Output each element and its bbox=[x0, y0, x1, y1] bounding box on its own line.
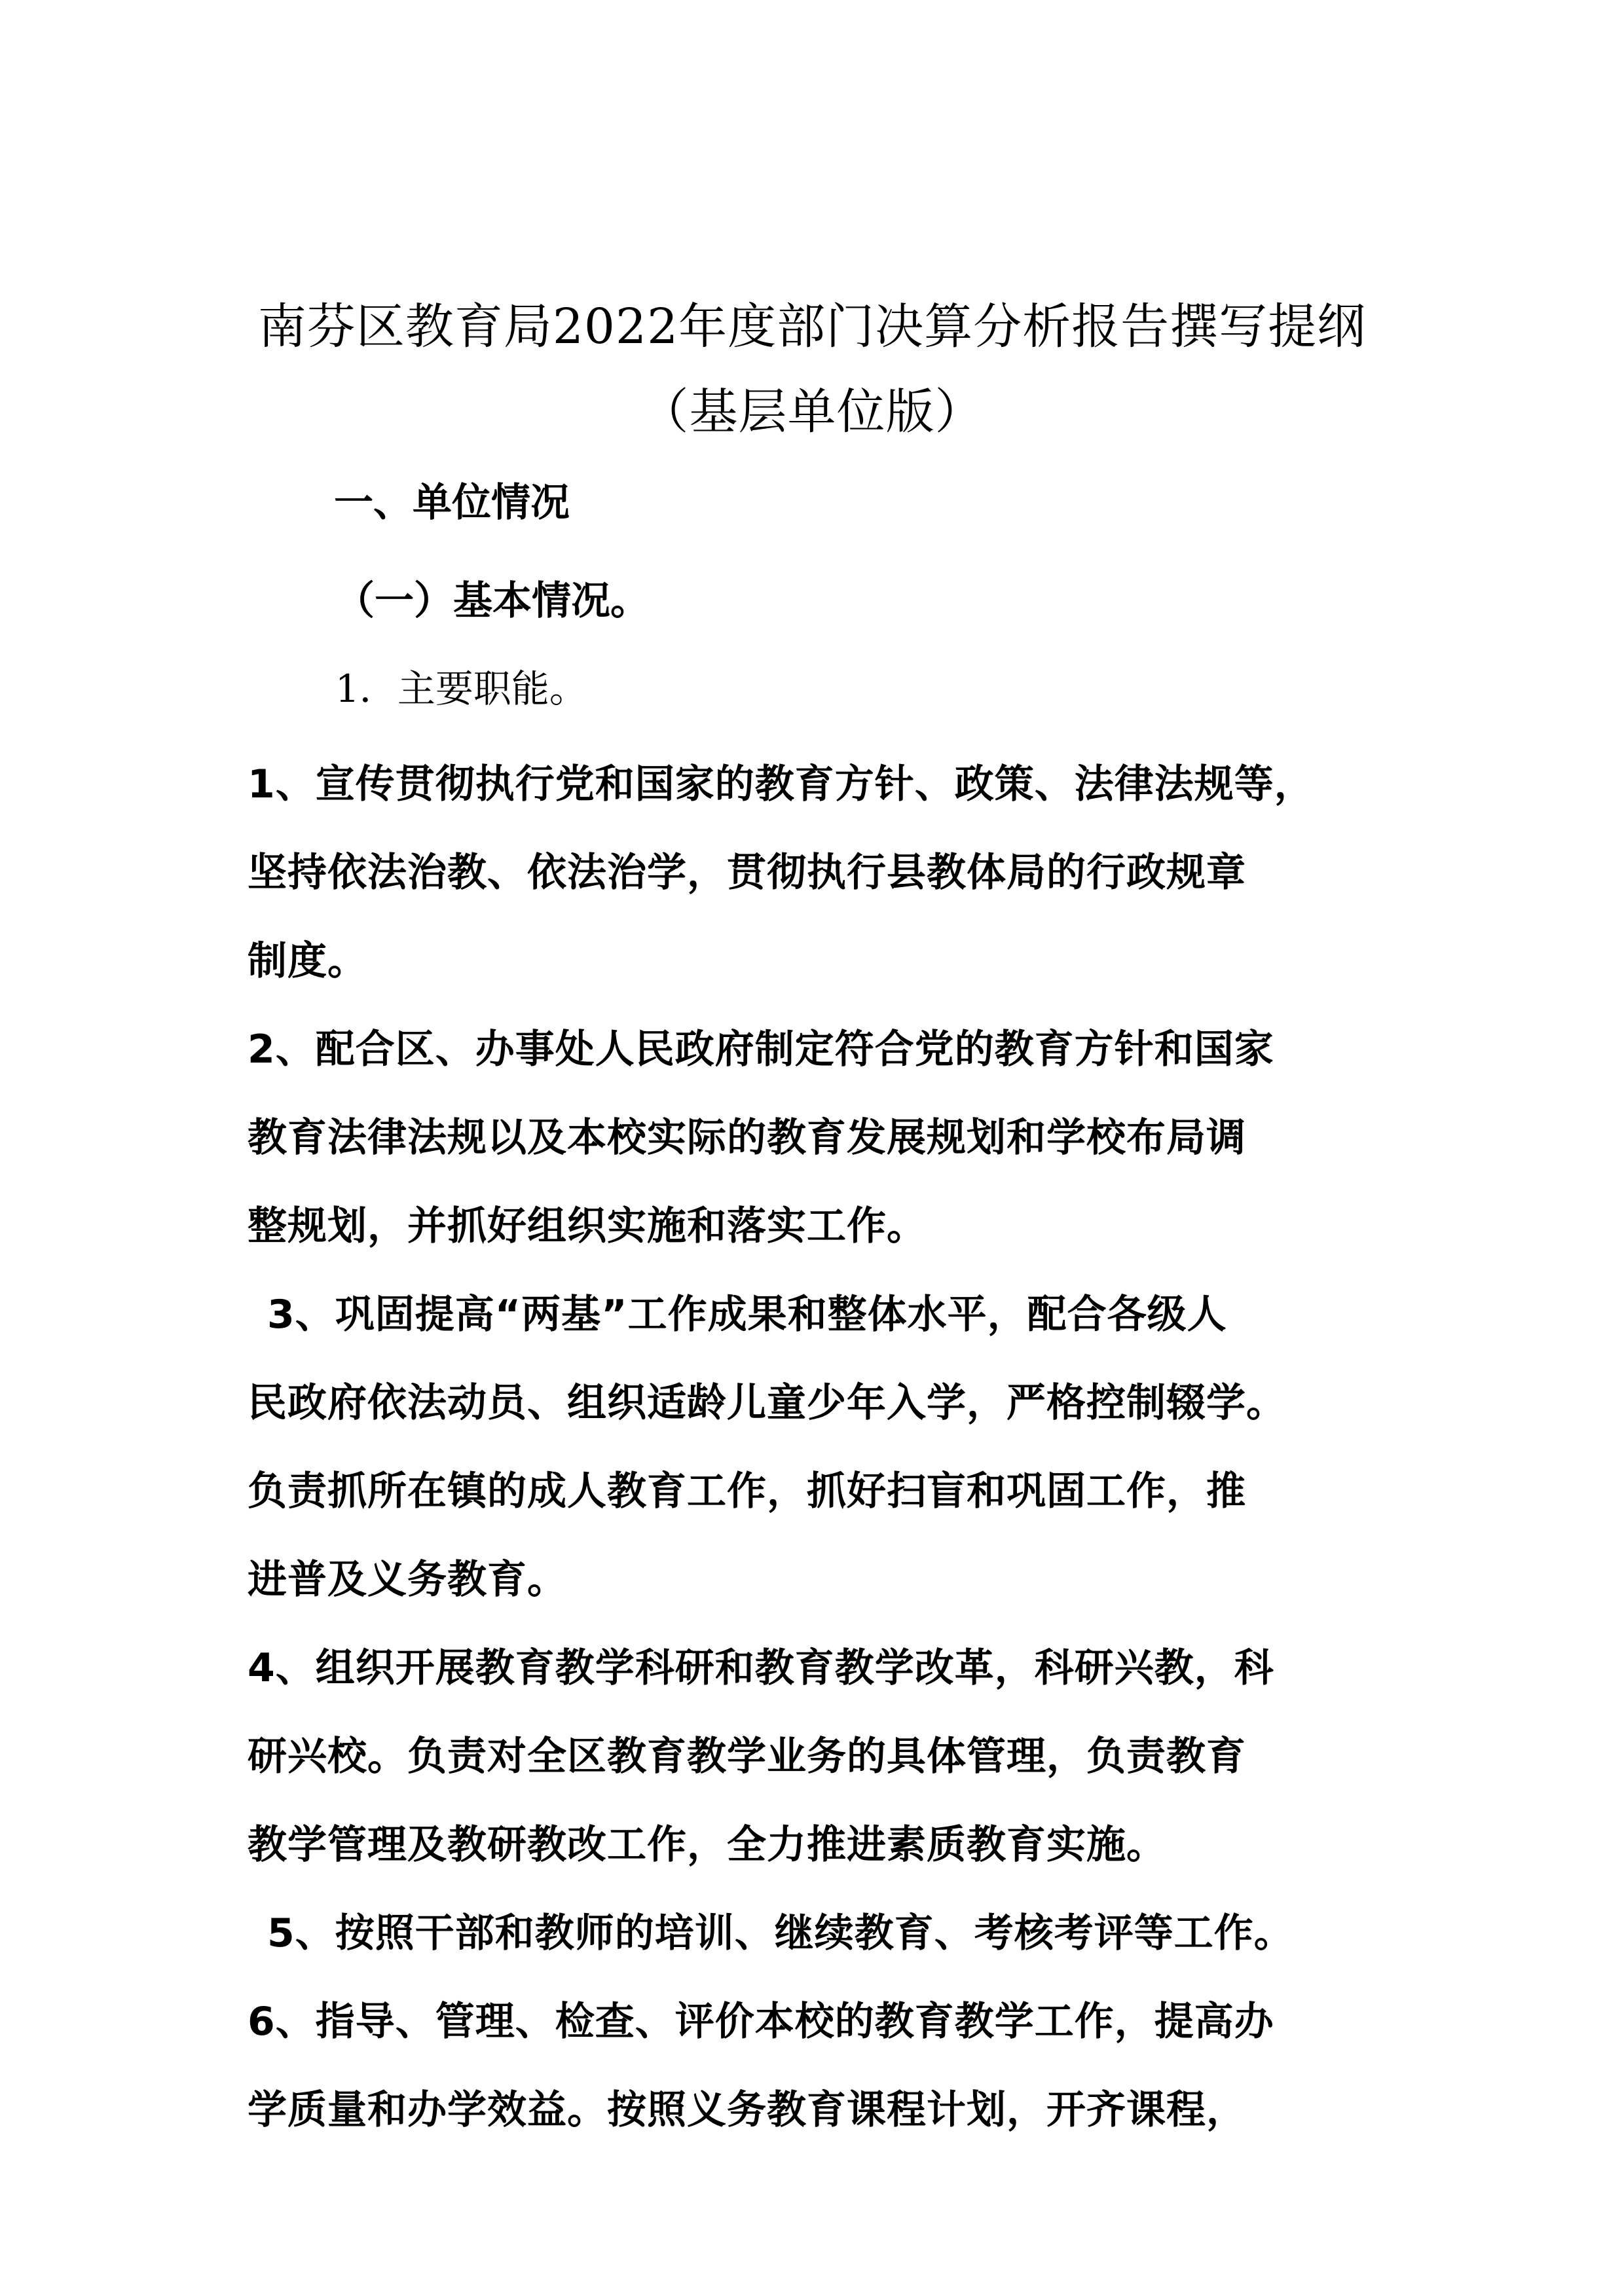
body-line: 1、宣传贯彻执行党和国家的教育方针、政策、法律法规等， bbox=[248, 761, 1314, 807]
body-line: 制度。 bbox=[248, 938, 367, 984]
item-heading-main-functions: 1．主要职能。 bbox=[335, 666, 587, 711]
body-line: 2、配合区、办事处人民政府制定符合党的教育方针和国家 bbox=[248, 1027, 1274, 1072]
body-line: 教学管理及教研教改工作，全力推进素质教育实施。 bbox=[248, 1822, 1166, 1868]
body-line: 5、按照干部和教师的培训、继续教育、考核考评等工作。 bbox=[267, 1910, 1294, 1956]
subsection-heading-basic-info: （一）基本情况。 bbox=[335, 578, 650, 624]
body-line: 教育法律法规以及本校实际的教育发展规划和学校布局调 bbox=[248, 1115, 1246, 1161]
body-line: 进普及义务教育。 bbox=[248, 1557, 567, 1603]
body-line: 坚持依法治教、依法治学，贯彻执行县教体局的行政规章 bbox=[248, 850, 1246, 896]
body-line: 6、指导、管理、检查、评价本校的教育教学工作，提高办 bbox=[248, 1999, 1274, 2045]
body-line: 民政府依法动员、组织适龄儿童少年入学，严格控制辍学。 bbox=[248, 1380, 1286, 1426]
body-line: 3、巩固提高“两基”工作成果和整体水平，配合各级人 bbox=[267, 1292, 1227, 1338]
body-line: 整规划，并抓好组织实施和落实工作。 bbox=[248, 1203, 927, 1249]
document-subtitle: （基层单位版） bbox=[640, 384, 984, 440]
body-line: 研兴校。负责对全区教育教学业务的具体管理，负责教育 bbox=[248, 1734, 1246, 1779]
body-line: 学质量和办学效益。按照义务教育课程计划，开齐课程， bbox=[248, 2087, 1246, 2133]
document-title: 南芬区教育局2022年度部门决算分析报告撰写提纲 bbox=[257, 299, 1367, 355]
body-line: 4、组织开展教育教学科研和教育教学改革，科研兴教，科 bbox=[248, 1645, 1274, 1691]
section-heading-unit-info: 一、单位情况 bbox=[334, 480, 570, 526]
body-line: 负责抓所在镇的成人教育工作，抓好扫盲和巩固工作，推 bbox=[248, 1468, 1246, 1514]
